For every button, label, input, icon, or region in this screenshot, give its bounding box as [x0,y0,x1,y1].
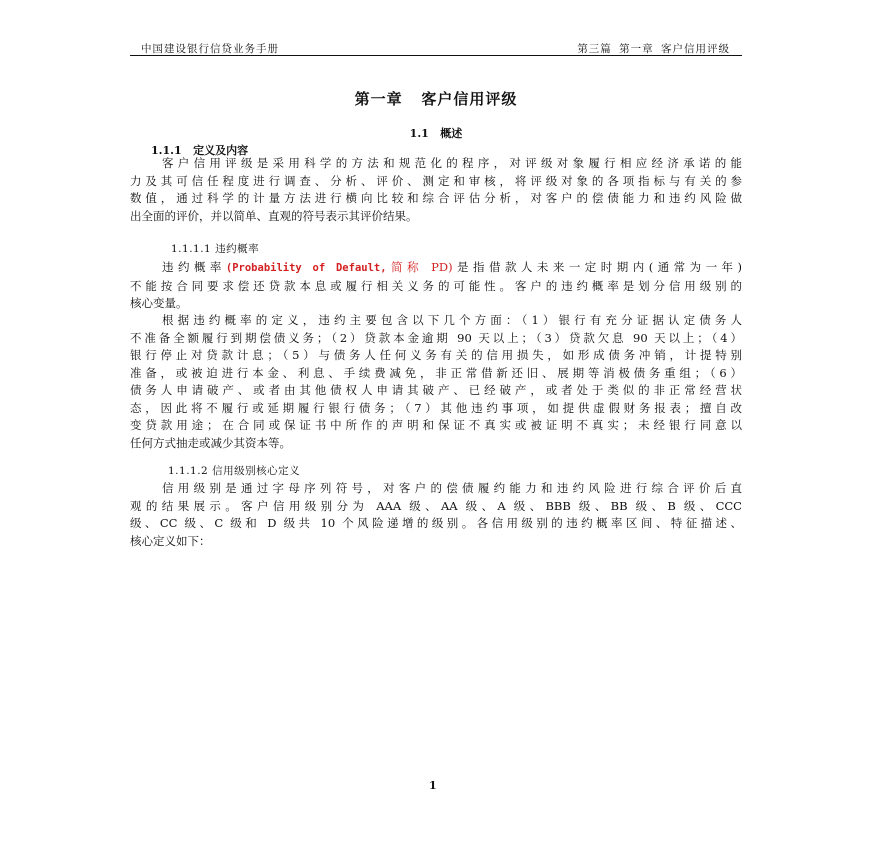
running-header-left: 中国建设银行信贷业务手册 [141,43,279,55]
text-line: 核心定义如下： [130,533,211,548]
section-title: 1.1 概述 [409,127,463,140]
pd-term-english: (Probability of Default, [225,262,387,274]
text-line: 出全面的评价，并以简单、直观的符号表示其评价结果。 [130,208,418,223]
text-line: 级、CC 级、C 级和 D 级共 10 个风险递增的级别。各信用级别的违约概率区间、特征描述、 [130,516,742,530]
pd-term-abbrev: 简称 PD) [386,260,453,274]
text-line: 准备，或被迫进行本金、利息、手续费减免，非正常借新还旧、展期等消极债务重组；（6） [130,365,742,380]
text-line: 态，因此将不履行或延期履行银行债务；（7）其他违约事项，如提供虚假财务报表；擅自改 [130,400,742,415]
subsection-title: 1.1.1 定义及内容 [151,144,249,157]
text-run: 违约概率 [162,260,226,274]
text-line: 不准备全额履行到期偿债义务；（2）贷款本金逾期 90 天以上；（3）贷款欠息 90 天以上；（4） [130,330,742,345]
text-run: 是指借款人未来一定时期内(通常为一年) [452,260,742,274]
heading-default-probability: 1.1.1.1 违约概率 [171,243,260,255]
text-line: 力及其可信任程度进行调查、分析、评价、测定和审核，将评级对象的各项指标与有关的参 [130,173,742,188]
text-line: 任何方式抽走或减少其资本等。 [130,435,291,450]
text-line: 信用级别是通过字母序列符号，对客户的偿债履约能力和违约风险进行综合评价后直 [162,481,742,495]
text-line: 不能按合同要求偿还贷款本息或履行相关义务的可能性。客户的违约概率是划分信用级别的 [130,278,742,293]
text-line: 变贷款用途；在合同或保证书中所作的声明和保证不真实或被证明不真实；未经银行同意以 [130,418,742,432]
intro-paragraph [130,155,742,225]
text-line: 银行停止对贷款计息；（5）与债务人任何义务有关的信用损失，如形成债务冲销，计提特别 [130,348,742,362]
text-line: 核心变量。 [130,296,188,310]
header-rule [130,55,742,56]
page-number: 1 [429,779,437,792]
text-line [130,259,742,278]
text-line: 客户信用评级是采用科学的方法和规范化的程序，对评级对象履行相应经济承诺的能 [162,156,742,170]
pd-definition-paragraph [130,259,742,313]
heading-credit-grade: 1.1.1.2 信用级别核心定义 [168,465,301,477]
credit-grade-paragraph [130,480,742,550]
running-header-right: 第三篇 第一章 客户信用评级 [577,43,730,55]
chapter-title: 第一章 客户信用评级 [354,90,518,108]
default-conditions-paragraph [130,312,742,452]
text-line: 债务人申请破产、或者由其他债权人申请其破产、已经破产，或者处于类似的非正常经营状 [130,383,742,397]
text-line: 数值，通过科学的计量方法进行横向比较和综合评估分析，对客户的偿债能力和违约风险做 [130,191,742,205]
text-line: 根据违约概率的定义，违约主要包含以下几个方面：（1）银行有充分证据认定债务人 [162,313,742,327]
text-line: 观的结果展示。客户信用级别分为 AAA 级、AA 级、A 级、BBB 级、BB 级、B 级、CCC [130,498,742,513]
